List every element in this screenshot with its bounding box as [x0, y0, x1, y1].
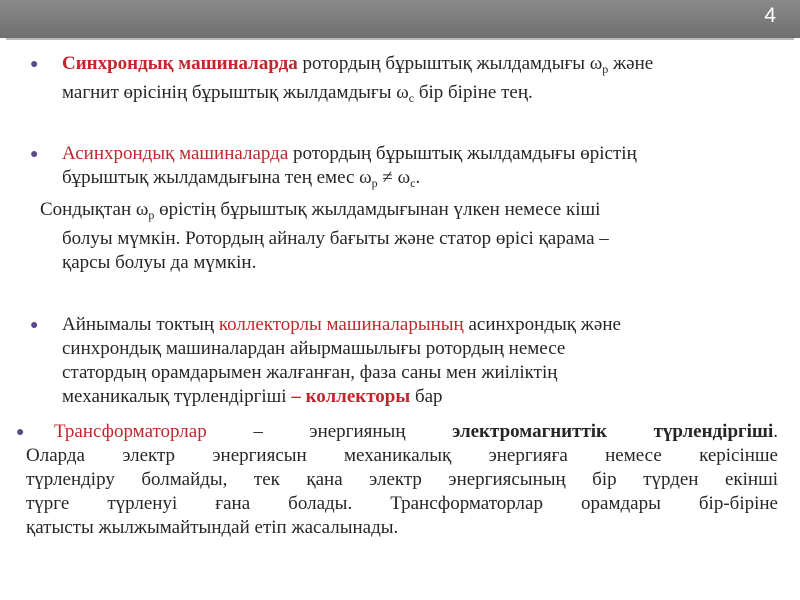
line — [62, 166, 777, 195]
subscript: с — [408, 91, 415, 105]
slide-header-bar — [0, 0, 800, 38]
text: ротордың бұрыштық жылдамдығы өрістің — [288, 143, 637, 164]
text: – энергияның — [206, 421, 453, 442]
line: статордың орамдарымен жалғанған, фаза саны мен жиіліктің — [62, 362, 558, 383]
line: синхрондық машиналардан айырмашылығы ротордың немесе — [62, 338, 566, 359]
line: Оларда электр энергиясын механикалық энергияға немесе керісінше — [26, 445, 778, 466]
paragraph-asynchronous — [62, 142, 777, 195]
term-synchronous: Синхрондық машиналарда — [62, 53, 298, 74]
line: қатысты жылжымайтындай етіп жасалынады. — [26, 517, 399, 538]
paragraph-transformers — [26, 420, 778, 540]
text: ≠ ω — [377, 167, 411, 188]
text: . — [415, 167, 421, 188]
text: . — [773, 421, 778, 442]
line: түрлендіру болмайды, тек қана электр энергиясының бір түрден екінші — [26, 469, 778, 490]
text: асинхрондық және — [463, 314, 621, 335]
line: болуы мүмкін. Ротордың айналу бағыты және статор өрісі қарама – — [62, 228, 609, 249]
text: ротордың бұрыштық жылдамдығы ω — [297, 53, 603, 74]
term-collector: – коллекторы — [291, 386, 411, 407]
paragraph-therefore — [40, 198, 780, 275]
line — [62, 313, 777, 337]
line — [40, 198, 780, 227]
text: бар — [410, 386, 443, 407]
term-collector-machines: коллекторлы машиналарының — [218, 314, 464, 335]
text: бұрыштық жылдамдығына тең емес ω — [62, 167, 372, 188]
subscript: р — [148, 208, 155, 222]
text: магнит өрісінің бұрыштық жылдамдығы ω — [62, 82, 409, 103]
text: механикалық түрлендіргіші — [62, 386, 292, 407]
text: Сондықтан ω — [40, 199, 149, 220]
bullet-icon: ● — [30, 318, 39, 333]
subscript: р — [602, 62, 609, 76]
bullet-icon: ● — [30, 57, 39, 72]
text: және — [608, 53, 654, 74]
line — [62, 385, 777, 409]
text: бір біріне тең. — [414, 82, 533, 103]
paragraph-synchronous — [62, 52, 777, 110]
subscript: р — [371, 176, 378, 190]
line — [62, 81, 777, 110]
subscript: с — [410, 176, 416, 190]
paragraph-collector-machines — [62, 313, 777, 409]
bullet-icon: ● — [30, 147, 39, 162]
header-gradient — [0, 0, 800, 38]
slide-number: 4 — [764, 4, 776, 27]
line — [26, 420, 778, 444]
text: өрістің бұрыштық жылдамдығынан үлкен немесе кіші — [154, 199, 601, 220]
bullet-icon: ● — [16, 425, 25, 440]
line — [62, 52, 777, 81]
line: түрге түрленуі ғана болады. Трансформаторлар орамдары бір-біріне — [26, 493, 778, 514]
term-asynchronous: Асинхрондық машиналарда — [62, 143, 289, 164]
line — [62, 142, 777, 166]
line: қарсы болуы да мүмкін. — [62, 252, 257, 273]
term-em-converter: электромагниттік түрлендіргіші — [452, 421, 774, 442]
term-transformers: Трансформаторлар — [54, 421, 207, 442]
text: Айнымалы токтың — [62, 314, 219, 335]
header-divider — [6, 38, 794, 40]
